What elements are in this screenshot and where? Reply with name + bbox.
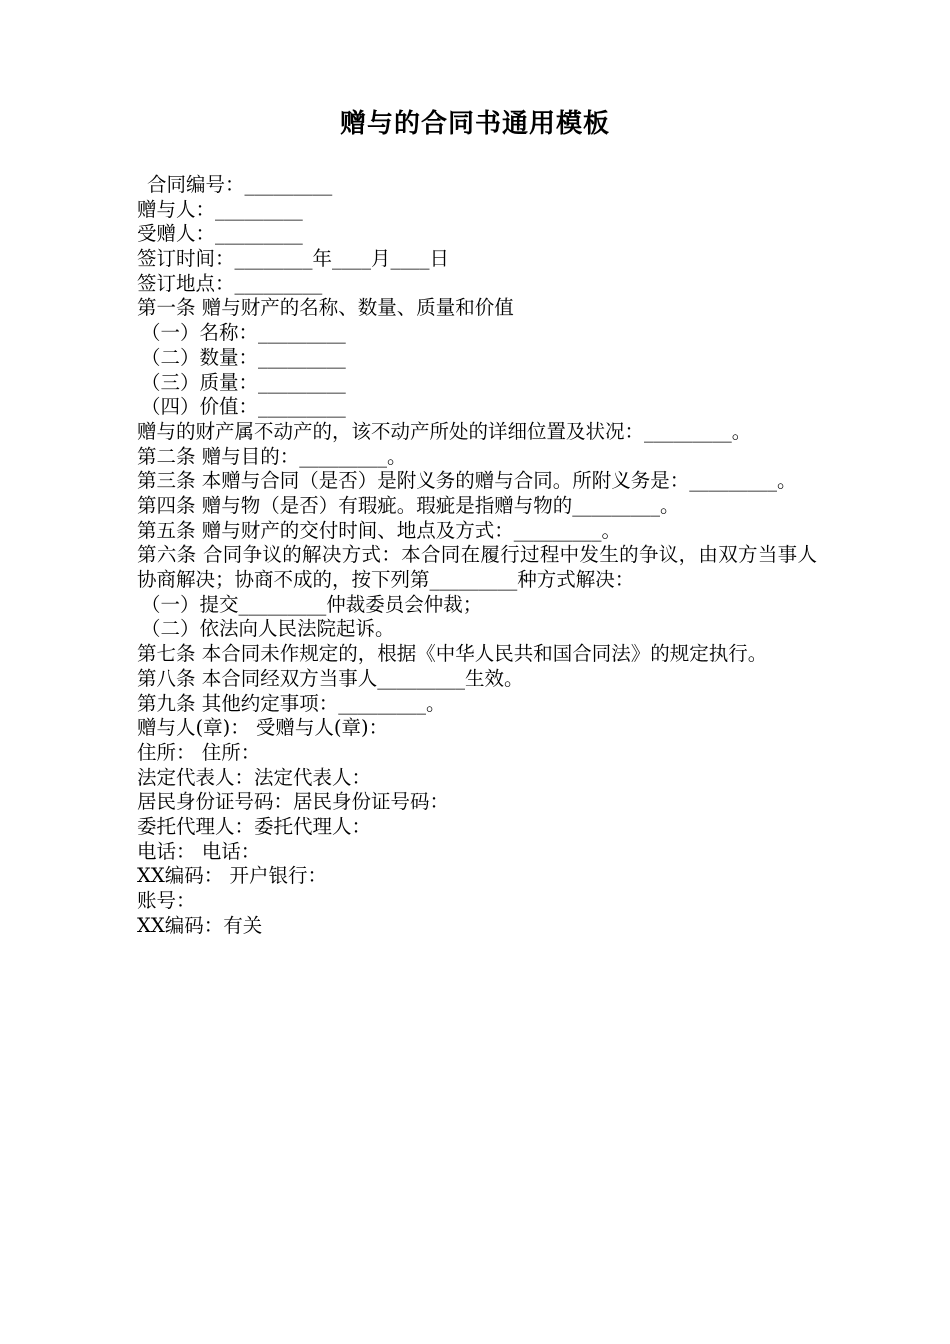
article-7: 第七条 本合同未作规定的，根据《中华人民共和国合同法》的规定执行。 xyxy=(137,642,768,666)
article-9: 第九条 其他约定事项：_________。 xyxy=(137,691,446,715)
signing-time-field: 签订时间：________年____月____日 xyxy=(137,247,450,271)
article-4: 第四条 赠与物（是否）有瑕疵。瑕疵是指赠与物的_________。 xyxy=(137,493,680,517)
agent-row: 委托代理人：委托代理人： xyxy=(137,814,372,838)
postcode-bank-row: XX编码： 开户银行： xyxy=(137,864,327,888)
article-6-option-court: （二）依法向人民法院起诉。 xyxy=(141,617,395,641)
article-1-item-name: （一）名称：_________ xyxy=(141,321,346,345)
document-body xyxy=(137,173,817,938)
phone-row: 电话： 电话： xyxy=(137,839,261,863)
article-1-item-quality: （三）质量：_________ xyxy=(141,370,346,394)
article-8: 第八条 本合同经双方当事人_________生效。 xyxy=(137,666,524,690)
id-number-row: 居民身份证号码：居民身份证号码： xyxy=(137,790,450,814)
document-title: 赠与的合同书通用模板 xyxy=(339,109,610,139)
article-2: 第二条 赠与目的：_________。 xyxy=(137,444,407,468)
address-row: 住所： 住所： xyxy=(137,740,261,764)
article-1-item-value: （四）价值：_________ xyxy=(141,395,346,419)
account-row: 账号： xyxy=(137,889,196,913)
article-6: 第六条 合同争议的解决方式：本合同在履行过程中发生的争议，由双方当事人协商解决；协商不成的，按下列第_________种方式解决： xyxy=(137,543,817,592)
article-1-heading: 第一条 赠与财产的名称、数量、质量和价值 xyxy=(137,296,514,320)
real-estate-clause: 赠与的财产属不动产的，该不动产所处的详细位置及状况：_________。 xyxy=(137,419,752,443)
legal-representative-row: 法定代表人：法定代表人： xyxy=(137,765,372,789)
article-3: 第三条 本赠与合同（是否）是附义务的赠与合同。所附义务是：_________。 xyxy=(137,469,797,493)
contract-number-field: 合同编号：_________ xyxy=(147,173,333,196)
donee-field: 受赠人：_________ xyxy=(137,222,303,246)
signing-place-field: 签订地点：_________ xyxy=(137,271,323,295)
donor-field: 赠与人：_________ xyxy=(137,197,303,221)
signature-seal-row: 赠与人(章)： 受赠与人(章)： xyxy=(137,716,389,740)
article-1-item-quantity: （二）数量：_________ xyxy=(141,345,346,369)
article-5: 第五条 赠与财产的交付时间、地点及方式：_________。 xyxy=(137,518,621,542)
article-6-option-arbitration: （一）提交_________仲裁委员会仲裁； xyxy=(141,592,483,616)
postcode-row: XX编码：有关 xyxy=(137,913,263,937)
